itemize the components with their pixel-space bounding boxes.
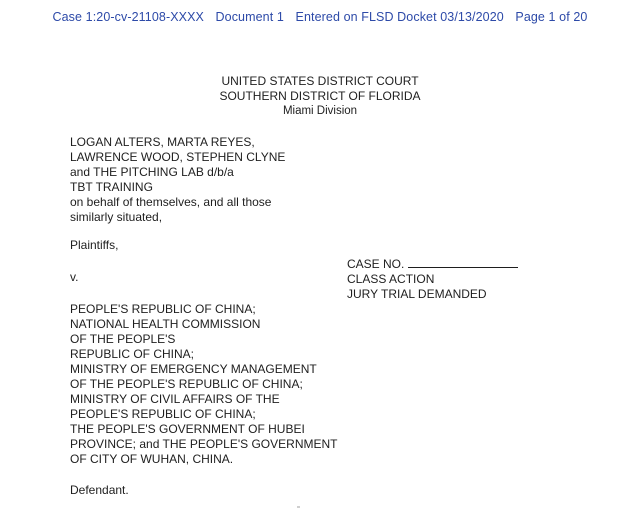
case-info-block: [347, 257, 518, 302]
court-district: SOUTHERN DISTRICT OF FLORIDA: [219, 89, 421, 103]
case-number-blank: [408, 257, 518, 268]
plaintiff-line: on behalf of themselves, and all those: [70, 195, 272, 209]
defendant-line: NATIONAL HEALTH COMMISSION: [70, 317, 261, 331]
plaintiff-line: similarly situated,: [70, 210, 163, 224]
docket-entry-date: Entered on FLSD Docket 03/13/2020: [295, 10, 504, 24]
versus-label: v.: [70, 270, 79, 284]
class-action-label: CLASS ACTION: [347, 272, 435, 286]
plaintiff-line: LOGAN ALTERS, MARTA REYES,: [70, 135, 255, 149]
case-number-line: [347, 257, 518, 272]
scan-artifact: [297, 506, 300, 508]
plaintiffs-block: [70, 135, 285, 225]
court-caption: [0, 74, 640, 119]
plaintiffs-label: Plaintiffs,: [70, 238, 119, 252]
defendant-line: PROVINCE; and THE PEOPLE'S GOVERNMENT: [70, 437, 338, 451]
plaintiff-line: TBT TRAINING: [70, 180, 153, 194]
defendant-line: THE PEOPLE'S GOVERNMENT OF HUBEI: [70, 422, 305, 436]
document-number: Document 1: [215, 10, 284, 24]
court-name: UNITED STATES DISTRICT COURT: [221, 74, 419, 88]
jury-trial-label: JURY TRIAL DEMANDED: [347, 287, 487, 301]
defendant-line: PEOPLE'S REPUBLIC OF CHINA;: [70, 302, 256, 316]
plaintiff-line: and THE PITCHING LAB d/b/a: [70, 165, 234, 179]
docket-header: [0, 10, 640, 25]
case-number-header: Case 1:20-cv-21108-XXXX: [52, 10, 204, 24]
defendant-line: MINISTRY OF EMERGENCY MANAGEMENT: [70, 362, 317, 376]
defendant-line: OF THE PEOPLE'S: [70, 332, 176, 346]
case-number-label: CASE NO.: [347, 257, 405, 271]
page-indicator: Page 1 of 20: [515, 10, 588, 24]
defendant-line: OF CITY OF WUHAN, CHINA.: [70, 452, 234, 466]
defendant-line: MINISTRY OF CIVIL AFFAIRS OF THE: [70, 392, 280, 406]
plaintiff-line: LAWRENCE WOOD, STEPHEN CLYNE: [70, 150, 286, 164]
defendant-label: Defendant.: [70, 483, 129, 497]
defendants-block: [70, 302, 337, 467]
defendant-line: REPUBLIC OF CHINA;: [70, 347, 195, 361]
defendant-line: OF THE PEOPLE'S REPUBLIC OF CHINA;: [70, 377, 303, 391]
court-division: Miami Division: [282, 105, 358, 117]
defendant-line: PEOPLE'S REPUBLIC OF CHINA;: [70, 407, 256, 421]
